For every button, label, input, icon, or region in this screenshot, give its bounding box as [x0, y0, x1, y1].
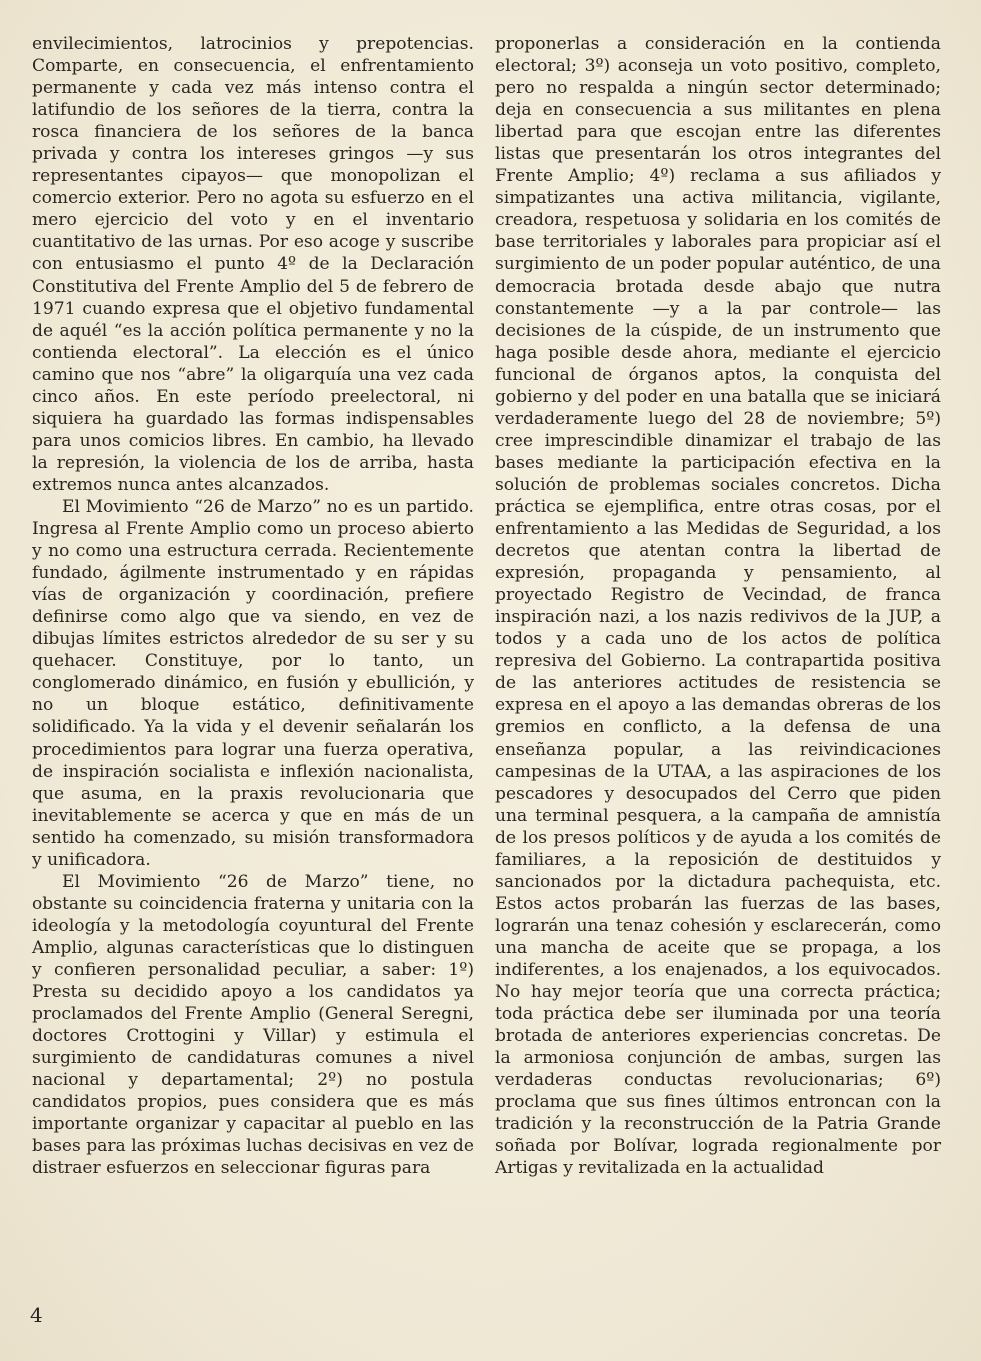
right-column	[495, 33, 941, 1179]
page-number: 4	[30, 1303, 43, 1327]
left-column	[32, 33, 474, 1179]
paragraph: envilecimientos, latrocinios y prepotencias. Comparte, en consecuencia, el enfrentamiento permanente y cada vez más intenso contra el latifundio de los señores de la tierra, contra la rosca financiera de los señores de la banca privada y contra los intereses gringos —y sus representantes cipayos— que monopolizan el comercio exterior. Pero no agota su esfuerzo en el mero ejercicio del voto y en el inventario cuantitativo de las urnas. Por eso acoge y suscribe con entusiasmo el punto 4º de la Declaración Constitutiva del Frente Amplio del 5 de febrero de 1971 cuando expresa que el objetivo fundamental de aquél “es la acción política permanente y no la contienda electoral”. La elección es el único camino que nos “abre” la oligarquía una vez cada cinco años. En este período preelectoral, ni siquiera ha guardado las formas indispensables para unos comicios libres. En cambio, ha llevado la represión, la violencia de los de arriba, hasta extremos nunca antes alcanzados.	[32, 34, 474, 495]
paragraph: proponerlas a consideración en la contienda electoral; 3º) aconseja un voto positivo, completo, pero no respalda a ningún sector determinado; deja en consecuencia a sus militantes en plena libertad para que escojan entre las diferentes listas que presentarán los otros integrantes del Frente Amplio; 4º) reclama a sus afiliados y simpatizantes una activa militancia, vigilante, creadora, respetuosa y solidaria en los comités de base territoriales y laborales para propiciar así el surgimiento de un poder popular auténtico, de una democracia brotada desde abajo que nutra constantemente —y a la par controle— las decisiones de la cúspide, de un instrumento que haga posible desde ahora, mediante el ejercicio funcional de órganos aptos, la conquista del gobierno y del poder en una batalla que se iniciará verdaderamente luego del 28 de noviembre; 5º) cree imprescindible dinamizar el trabajo de las bases mediante la participación efectiva en la solución de problemas sociales concretos. Dicha práctica se ejemplifica, entre otras cosas, por el enfrentamiento a las Medidas de Seguridad, a los decretos que atentan contra la libertad de expresión, propaganda y pensamiento, al proyectado Registro de Vecindad, de franca inspiración nazi, a los nazis redivivos de la JUP, a todos y a cada uno de los actos de política represiva del Gobierno. La contrapartida positiva de las anteriores actitudes de resistencia se expresa en el apoyo a las demandas obreras de los gremios en conflicto, a la defensa de una enseñanza popular, a las reivindicaciones campesinas de la UTAA, a las aspiraciones de los pescadores y desocupados del Cerro que piden una terminal pesquera, a la campaña de amnistía de los presos políticos y de ayuda a los comités de familiares, a la reposición de destituidos y sancionados por la dictadura pachequista, etc. Estos actos probarán las fuerzas de las bases, lograrán una tenaz cohesión y esclarecerán, como una mancha de aceite que se propaga, a los indiferentes, a los enajenados, a los equivocados. No hay mejor teoría que una correcta práctica; toda práctica debe ser iluminada por una teoría brotada de anteriores experiencias concretas. De la armoniosa conjunción de ambas, surgen las verdaderas conductas revolucionarias; 6º) proclama que sus fines últimos entroncan con la tradición y la reconstrucción de la Patria Grande soñada por Bolívar, lograda regionalmente por Artigas y revitalizada en la actualidad	[495, 34, 941, 1179]
paragraph: El Movimiento “26 de Marzo” no es un partido. Ingresa al Frente Amplio como un proceso abierto y no como una estructura cerrada. Recientemente fundado, ágilmente instrumentado y en rápidas vías de organización y coordinación, prefiere definirse como algo que va siendo, en vez de dibujas límites estrictos alrededor de su ser y su quehacer. Constituye, por lo tanto, un conglomerado dinámico, en fusión y ebullición, y no un bloque estático, definitivamente solidificado. Ya la vida y el devenir señalarán los procedimientos para lograr una fuerza operativa, de inspiración socialista e inflexión nacionalista, que asuma, en la praxis revolucionaria que inevitablemente se acerca y que en más de un sentido ha comenzado, su misión transformadora y unificadora.	[32, 496, 474, 870]
paragraph: El Movimiento “26 de Marzo” tiene, no obstante su coincidencia fraterna y unitaria con la ideología y la metodología coyuntural del Frente Amplio, algunas características que lo distinguen y confieren personalidad peculiar, a saber: 1º) Presta su decidido apoyo a los candidatos ya proclamados del Frente Amplio (General Seregni, doctores Crottogini y Villar) y estimula el surgimiento de candidaturas comunes a nivel nacional y departamental; 2º) no postula candidatos propios, pues considera que es más importante organizar y capacitar al pueblo en las bases para las próximas luchas decisivas en vez de distraer esfuerzos en seleccionar figuras para	[32, 871, 474, 1179]
